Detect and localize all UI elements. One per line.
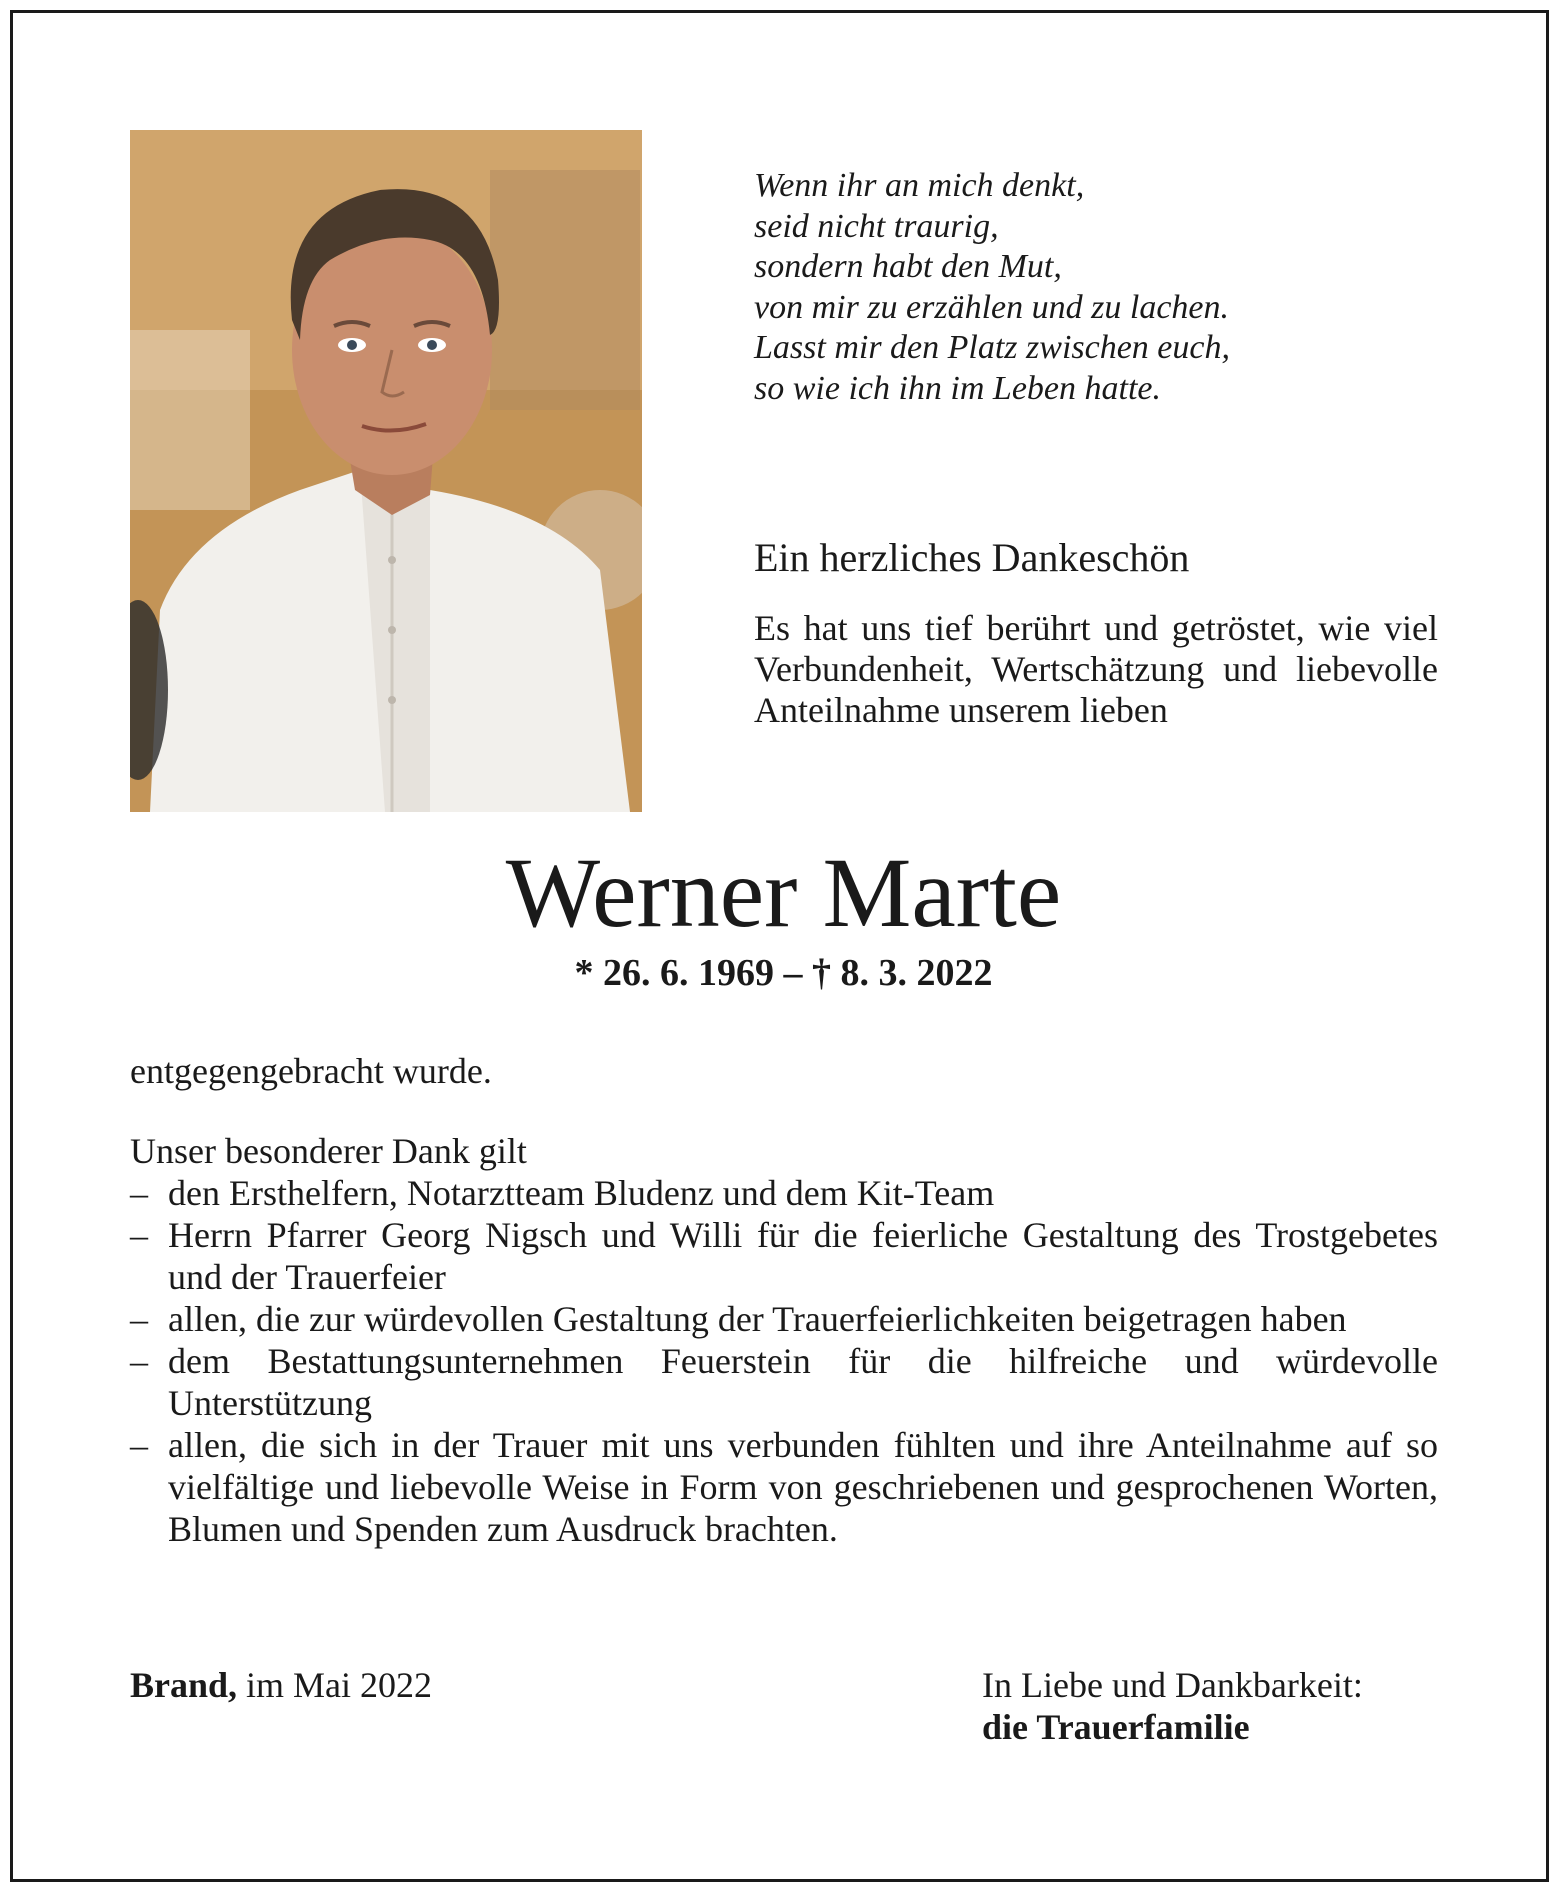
closing-line: In Liebe und Dankbarkeit: (982, 1665, 1363, 1705)
poem-line: Wenn ihr an mich denkt, (754, 167, 1085, 204)
thanks-heading: Ein herzliches Dankeschön (754, 535, 1190, 580)
poem-line: Lasst mir den Platz zwischen euch, (754, 329, 1230, 366)
portrait-photo (130, 130, 642, 812)
list-item (130, 1340, 1438, 1424)
dash-bullet: – (130, 1215, 148, 1255)
poem-line: sondern habt den Mut, (754, 248, 1062, 285)
list-item-text: dem Bestattungsunternehmen Feuerstein für die hilfreiche und würdevolle Unterstützung (168, 1341, 1438, 1423)
thanks-intro: Es hat uns tief berührt und getröstet, wie viel Verbundenheit, Wertschätzung und liebevolle Anteilnahme unserem lieben (754, 608, 1438, 730)
list-item (130, 1298, 1438, 1340)
poem (754, 166, 1474, 409)
thanks-list (130, 1172, 1438, 1550)
signature-block (982, 1664, 1363, 1748)
poem-line: von mir zu erzählen und zu lachen. (754, 288, 1230, 326)
dash-bullet: – (130, 1425, 148, 1465)
deceased-name: Werner Marte (505, 837, 1062, 948)
poem-line: so wie ich ihn im Leben hatte. (754, 369, 1162, 407)
place-date (130, 1664, 432, 1706)
list-item (130, 1214, 1438, 1298)
special-thanks-heading: Unser besonderer Dank gilt (130, 1131, 527, 1171)
list-item-text: Herrn Pfarrer Georg Nigsch und Willi für die feierliche Gestaltung des Trostgebetes und der Trauerfeier (168, 1215, 1438, 1297)
thanks-body (130, 1050, 1438, 1550)
list-item-text: den Ersthelfern, Notarztteam Bludenz und dem Kit-Team (168, 1173, 995, 1213)
list-item-text: allen, die zur würdevollen Gestaltung der Trauerfeierlichkeiten beigetragen haben (168, 1299, 1347, 1339)
portrait-illustration (130, 130, 642, 812)
signature-text: die Trauerfamilie (982, 1707, 1250, 1747)
dash-bullet: – (130, 1341, 148, 1381)
dash-bullet: – (130, 1173, 148, 1213)
list-item-text: allen, die sich in der Trauer mit uns verbunden fühlten und ihre Anteilnahme auf so vielfältige und liebevolle Weise in Form von geschriebenen und gesprochenen Worten, Blumen und Spenden zum Ausdruck brachten. (168, 1425, 1438, 1549)
signature (982, 1706, 1363, 1748)
dash-bullet: – (130, 1299, 148, 1339)
poem-line: seid nicht traurig, (754, 207, 999, 245)
continuation-text: entgegengebracht wurde. (130, 1051, 492, 1091)
place: Brand, (130, 1665, 238, 1705)
life-dates: * 26. 6. 1969 – † 8. 3. 2022 (574, 952, 993, 994)
list-item (130, 1172, 1438, 1214)
date: im Mai 2022 (237, 1665, 433, 1705)
list-item (130, 1424, 1438, 1550)
